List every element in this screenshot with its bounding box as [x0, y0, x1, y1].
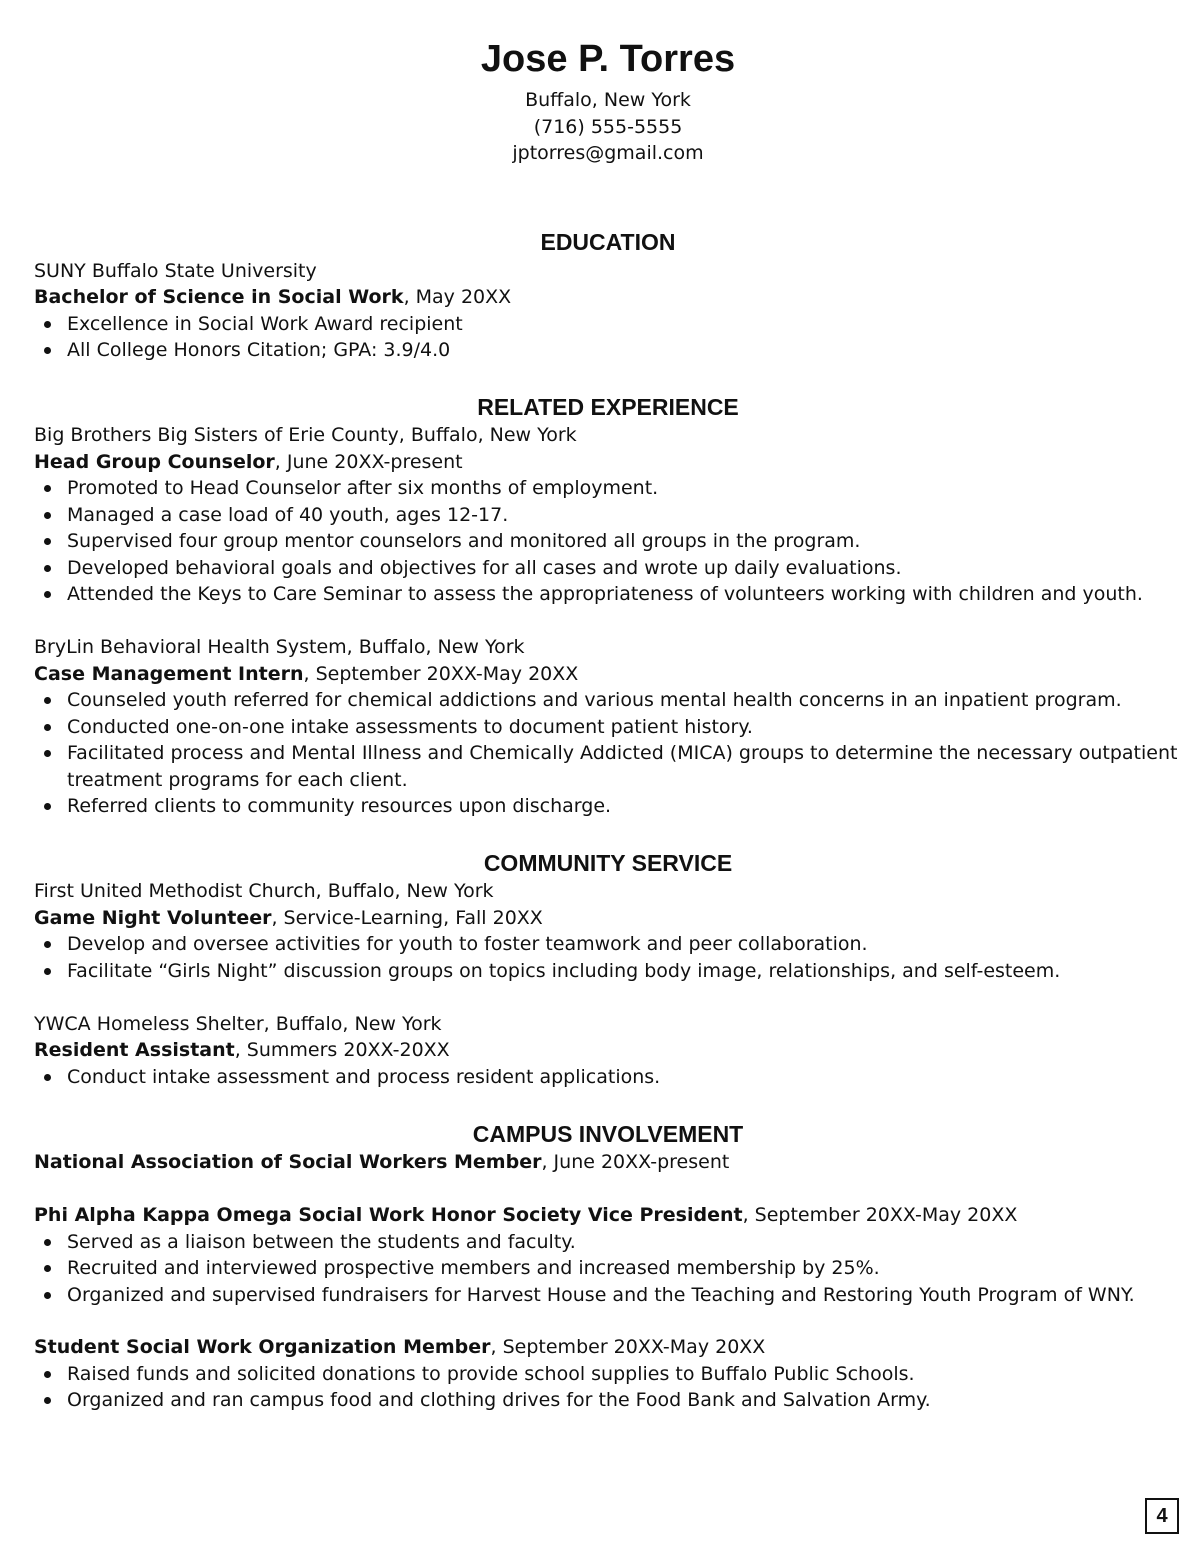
list-item: Served as a liaison between the students and faculty.: [34, 1229, 1184, 1256]
experience-role-line: [34, 661, 578, 687]
experience-role: Head Group Counselor: [34, 451, 275, 473]
list-item: Develop and oversee activities for youth to foster teamwork and peer collaboration.: [34, 931, 1184, 958]
campus-role-line: [34, 1149, 729, 1175]
list-item: Recruited and interviewed prospective members and increased membership by 25%.: [34, 1255, 1184, 1282]
service-role-line: [34, 1037, 450, 1063]
service-role-line: [34, 905, 543, 931]
list-item: Organized and ran campus food and clothing drives for the Food Bank and Salvation Army.: [34, 1387, 1184, 1414]
service-role: Resident Assistant: [34, 1039, 235, 1061]
location: Buffalo, New York: [525, 89, 691, 111]
list-item: Raised funds and solicited donations to provide school supplies to Buffalo Public Schools.: [34, 1361, 1184, 1388]
education-degree-line: [34, 284, 511, 310]
list-item: Facilitated process and Mental Illness and Chemically Addicted (MICA) groups to determine the necessary outpatient treatment programs for each client.: [34, 740, 1184, 793]
list-item: Facilitate “Girls Night” discussion groups on topics including body image, relationships, and self-esteem.: [34, 958, 1184, 985]
list-item: All College Honors Citation; GPA: 3.9/4.0: [34, 337, 1184, 364]
campus-role: Student Social Work Organization Member: [34, 1336, 491, 1358]
list-item: Counseled youth referred for chemical addictions and various mental health concerns in an inpatient program.: [34, 687, 1184, 714]
experience-date: , June 20XX-present: [274, 451, 463, 473]
campus-date: , September 20XX-May 20XX: [742, 1204, 1018, 1226]
page-number: 4: [1145, 1498, 1179, 1534]
service-date: , Service-Learning, Fall 20XX: [271, 907, 543, 929]
list-item: Supervised four group mentor counselors and monitored all groups in the program.: [34, 528, 1184, 555]
community-service-heading: COMMUNITY SERVICE: [483, 850, 733, 876]
candidate-name: Jose P. Torres: [480, 38, 736, 80]
campus-role: National Association of Social Workers Member: [34, 1151, 542, 1173]
list-item: Promoted to Head Counselor after six months of employment.: [34, 475, 1184, 502]
campus-role-line: [34, 1334, 765, 1360]
service-date: , Summers 20XX-20XX: [234, 1039, 450, 1061]
list-item: Managed a case load of 40 youth, ages 12-17.: [34, 502, 1184, 529]
campus-date: , June 20XX-present: [541, 1151, 730, 1173]
campus-role-line: [34, 1202, 1017, 1228]
experience-role: Case Management Intern: [34, 663, 304, 685]
education-heading: EDUCATION: [540, 229, 676, 255]
phone: (716) 555-5555: [533, 116, 683, 138]
campus-involvement-heading: CAMPUS INVOLVEMENT: [472, 1121, 744, 1147]
education-school: SUNY Buffalo State University: [34, 260, 317, 282]
campus-role: Phi Alpha Kappa Omega Social Work Honor Society Vice President: [34, 1204, 743, 1226]
list-item: Developed behavioral goals and objectives for all cases and wrote up daily evaluations.: [34, 555, 1184, 582]
experience-date: , September 20XX-May 20XX: [303, 663, 579, 685]
list-item: Referred clients to community resources upon discharge.: [34, 793, 1184, 820]
list-item: Excellence in Social Work Award recipient: [34, 311, 1184, 338]
list-item: Attended the Keys to Care Seminar to assess the appropriateness of volunteers working with children and youth.: [34, 581, 1184, 608]
service-org: First United Methodist Church, Buffalo, New York: [34, 880, 494, 902]
education-degree-date: , May 20XX: [403, 286, 512, 308]
service-org: YWCA Homeless Shelter, Buffalo, New York: [34, 1013, 442, 1035]
list-item: Conduct intake assessment and process resident applications.: [34, 1064, 1184, 1091]
list-item: Conducted one-on-one intake assessments to document patient history.: [34, 714, 1184, 741]
experience-org: Big Brothers Big Sisters of Erie County, Buffalo, New York: [34, 424, 577, 446]
education-degree: Bachelor of Science in Social Work: [34, 286, 404, 308]
related-experience-heading: RELATED EXPERIENCE: [477, 394, 739, 420]
experience-org: BryLin Behavioral Health System, Buffalo, New York: [34, 636, 525, 658]
service-role: Game Night Volunteer: [34, 907, 272, 929]
experience-role-line: [34, 449, 463, 475]
email: jptorres@gmail.com: [512, 142, 704, 164]
list-item: Organized and supervised fundraisers for Harvest House and the Teaching and Restoring Youth Program of WNY.: [34, 1282, 1184, 1309]
campus-date: , September 20XX-May 20XX: [490, 1336, 766, 1358]
